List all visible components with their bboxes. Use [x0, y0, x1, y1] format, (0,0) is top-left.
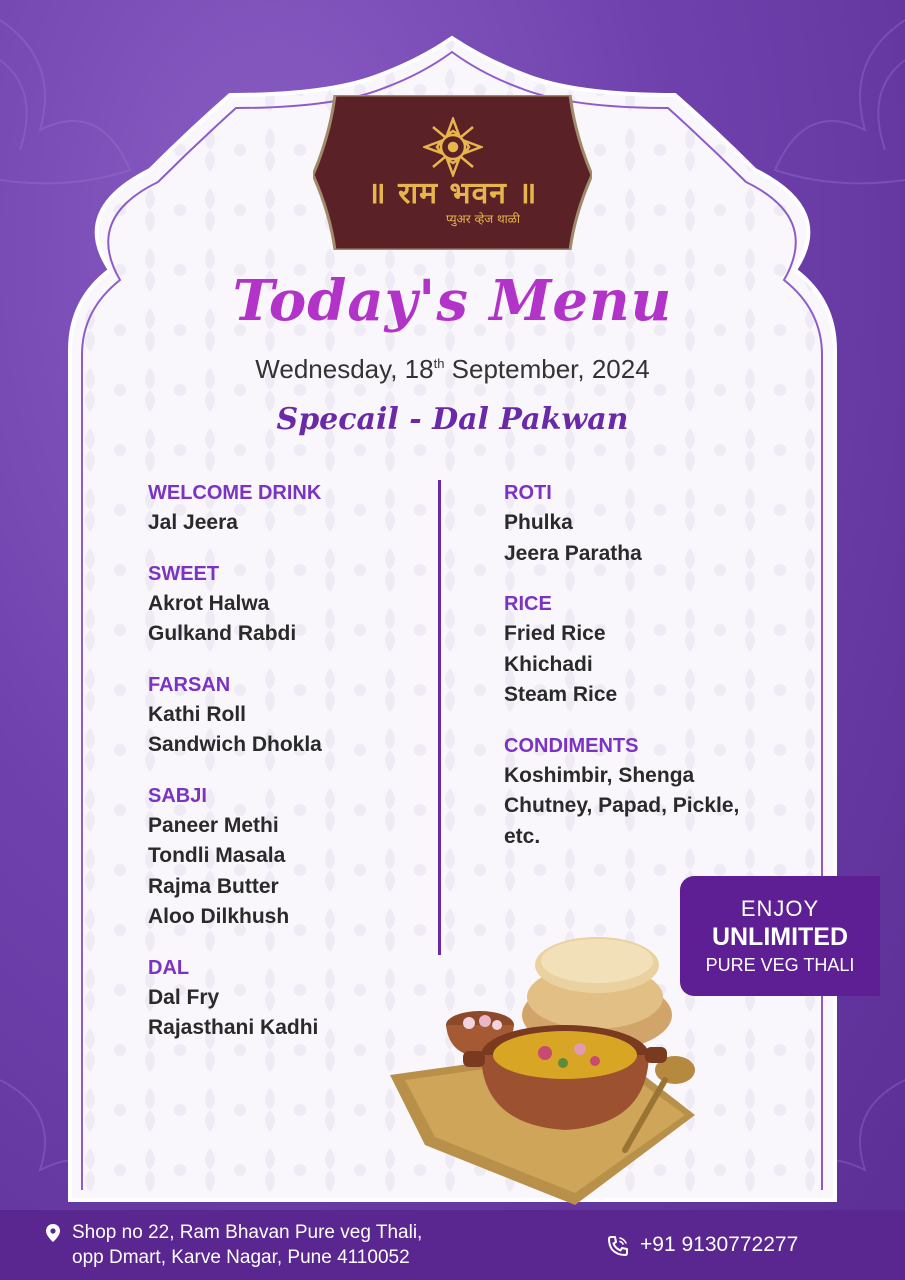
column-divider — [438, 480, 441, 955]
section-heading: SWEET — [148, 562, 220, 585]
menu-item: Rajma Butter — [148, 874, 279, 898]
menu-section — [504, 733, 794, 853]
menu-section — [148, 480, 428, 539]
menu-item: Jeera Paratha — [504, 541, 642, 565]
section-heading: FARSAN — [148, 673, 231, 696]
menu-item: Sandwich Dhokla — [148, 733, 322, 756]
address-line1: Shop no 22, Ram Bhavan Pure veg Thali, — [72, 1222, 423, 1243]
lotus-emblem-icon — [423, 117, 483, 177]
menu-date: Wednesday, 18th September, 2024 — [255, 354, 650, 384]
phone-icon — [606, 1234, 630, 1258]
section-heading: ROTI — [504, 482, 552, 504]
menu-item: Kathi Roll — [148, 702, 246, 726]
menu-item: Phulka — [504, 511, 573, 534]
menu-item: etc. — [504, 824, 541, 848]
menu-item: Dal Fry — [148, 985, 220, 1009]
address — [72, 1220, 552, 1270]
page-title: Today's Menu — [232, 268, 673, 334]
location-pin-icon — [46, 1224, 60, 1242]
section-heading: DAL — [148, 956, 190, 979]
menu-section — [148, 561, 428, 650]
menu-item: Jal Jeera — [148, 511, 238, 534]
menu-item: Paneer Methi — [148, 813, 279, 837]
menu-item: Khichadi — [504, 652, 593, 676]
promo-line2: UNLIMITED — [711, 923, 849, 951]
menu-item: Rajasthani Kadhi — [148, 1016, 319, 1039]
menu-item: Fried Rice — [504, 622, 606, 645]
menu-item: Steam Rice — [504, 683, 618, 706]
menu-item: Koshimbir, Shenga — [504, 763, 695, 787]
restaurant-logo — [313, 95, 592, 250]
menu-item: Gulkand Rabdi — [148, 622, 297, 645]
menu-item: Aloo Dilkhush — [148, 905, 290, 928]
menu-item: Chutney, Papad, Pickle, — [504, 794, 740, 817]
section-heading: RICE — [504, 593, 552, 615]
menu-section — [148, 783, 428, 933]
promo-line3: PURE VEG THALI — [705, 955, 855, 975]
menu-section — [504, 480, 794, 569]
section-heading: CONDIMENTS — [504, 734, 639, 757]
menu-section — [504, 591, 794, 711]
section-heading: WELCOME DRINK — [148, 482, 322, 504]
promo-badge — [680, 876, 880, 996]
menu-right-column — [504, 480, 794, 874]
menu-item: Akrot Halwa — [148, 591, 270, 615]
section-heading: SABJI — [148, 784, 207, 807]
special-dish: Specail - Dal Pakwan — [276, 402, 629, 437]
logo-tagline: प्युअर व्हेज थाळी — [445, 212, 521, 226]
logo-name: ॥ राम भवन ॥ — [367, 176, 538, 211]
promo-line1: ENJOY — [740, 896, 820, 921]
dal-pakwan-food-image — [385, 925, 695, 1205]
address-line2: opp Dmart, Karve Nagar, Pune 4110052 — [72, 1247, 410, 1268]
footer-bar — [0, 1210, 905, 1280]
menu-item: Tondli Masala — [148, 844, 286, 867]
phone-number[interactable]: +91 9130772277 — [640, 1233, 799, 1256]
menu-section — [148, 672, 428, 761]
